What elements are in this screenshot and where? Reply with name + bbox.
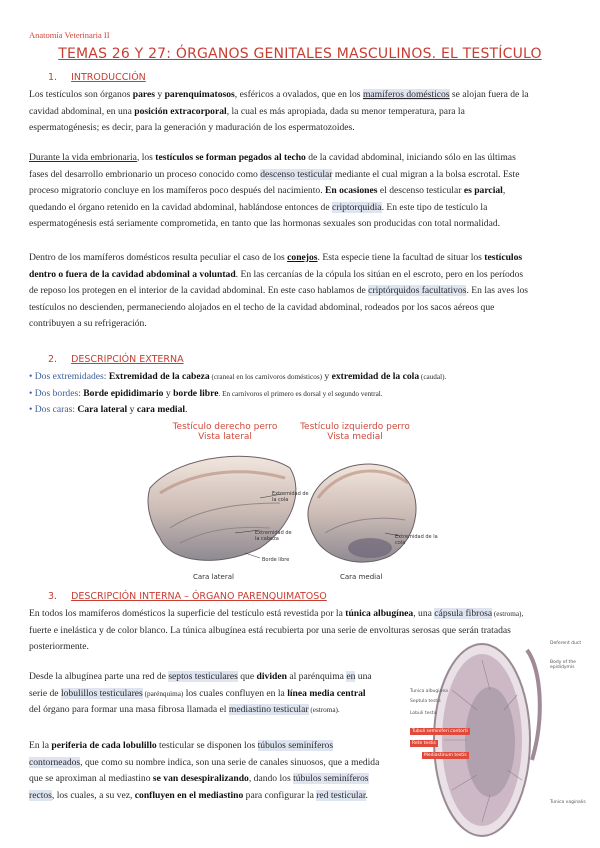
section-heading-external (48, 354, 184, 365)
internal-paragraph-1: En todos los mamíferos domésticos la superficie del testículo está revestida por la túnica albugínea, una cápsula fibrosa (estroma), fuerte e inelástica y de color blanco. La túnica albugínea está recubierta por una serie de envolturas serosas que serán tratadas posteriormente. (29, 608, 524, 653)
testis-illustration (140, 448, 450, 573)
bullet-extremities: • Dos extremidades: Extremidad de la cabeza (craneal en los carnívoros domésticos) y extremidad de la cola (caudal). (29, 371, 447, 382)
internal-paragraph-3: En la periferia de cada lobulillo testicular se disponen los túbulos seminíferos contorneados, que como su nombre indica, son una serie de canales sinuosos, que a medida que se aproximan al mediastino se van desespiralizando, dando los túbulos seminíferos rectos, los cuales, a su vez, confluyen en el mediastino para configurar la red testicular. (29, 740, 380, 801)
diagram-label-epididymis: Body of the epididymis (550, 660, 576, 670)
diagram-label-vaginalis: Tunica vaginalis (550, 800, 586, 805)
section-label: DESCRIPCIÓN INTERNA – ÓRGANO PARENQUIMATOSO (71, 591, 327, 602)
label-left-3: Borde libre (262, 557, 290, 563)
diagram-label-lobuli: Lobuli testis (410, 711, 438, 716)
label-right-1: Extremidad de la cola (395, 534, 438, 546)
external-bullets (29, 369, 577, 419)
diagram-label-mediastinum: Mediastinum testis (424, 753, 467, 758)
intro-paragraph-3: Dentro de los mamíferos domésticos resulta peculiar el caso de los conejos. Esta especie tiene la facultad de situar los testículos dentro o fuera de la cavidad abdominal a voluntad. En las cercanías de la cópula los sitúan en el escroto, pero en los períodos de reposo los protegen en el interior de la cavidad abdominal. En este caso hablamos de criptórquidos facultativos. En las aves los testículos no descienden, permaneciendo alojados en el techo de la cavidad abdominal, rodeados por los sacos aéreos que contribuyen a su refrigeración. (29, 252, 529, 330)
diagram-label-contorti: Tubuli seminiferi contorti (412, 729, 468, 734)
figure-left-title: Testículo derecho perro Vista lateral (172, 422, 278, 442)
bullet-borders: • Dos bordes: Borde epididimario y borde libre. En carnívoros el primero es dorsal y el segundo ventral. (29, 387, 383, 399)
diagram-label-deferent: Deferent duct (550, 641, 582, 646)
intro-paragraph-2: Durante la vida embrionaria, los testículos se forman pegados al techo de la cavidad abdominal, iniciando sólo en las últimas fases del desarrollo embrionario un proceso conocido como descenso testicular mediante el cual migran a la bolsa escrotal. Este proceso migratorio concluye en los mamíferos poco después del nacimiento. En ocasiones el descenso testicular es parcial, quedando el órgano retenido en la cavidad abdominal, hablándose entonces de criptorquidia. En este tipo de testículo la espermatogénesis está seriamente comprometida, en tanto que las hormonas sexuales son producidas con total normalidad. (29, 152, 520, 230)
section-heading-intro (48, 72, 146, 83)
bullet-faces: • Dos caras: Cara lateral y cara medial. (29, 404, 188, 416)
diagram-label-septula: Septula testis (410, 699, 441, 704)
diagram-label-albuginea: Tunica albuginea (410, 689, 448, 694)
section-label: DESCRIPCIÓN EXTERNA (71, 354, 184, 365)
section-heading-internal (48, 591, 327, 602)
section-number: 3. (48, 591, 58, 602)
label-left-2: Extremidad de la cabeza (255, 530, 292, 542)
label-left-1: Extremidad de la cola (272, 491, 309, 503)
caption-medial: Cara medial (340, 573, 383, 581)
internal-paragraph-2: Desde la albugínea parte una red de septos testiculares que dividen al parénquima en una serie de lobulillos testiculares (parénquima) los cuales confluyen en la línea media central del órgano para formar una masa fibrosa llamada el mediastino testicular (estroma). (29, 671, 372, 716)
intro-paragraph-1: Los testículos son órganos pares y parenquimatosos, esféricos a ovalados, que en los mamíferos domésticos se alojan fuera de la cavidad abdominal, en una posición extracorporal, la cual es más apropiada, dada su menor temperatura, para la espermatogénesis; es decir, para la generación y maduración de los espermatozoides. (29, 89, 529, 134)
section-label: INTRODUCCIÓN (71, 72, 146, 83)
diagram-label-rete: Rete testis (412, 741, 436, 746)
section-number: 2. (48, 354, 58, 365)
figure-right-title: Testículo izquierdo perro Vista medial (300, 422, 410, 442)
page-title: TEMAS 26 Y 27: ÓRGANOS GENITALES MASCULINOS. EL TESTÍCULO (58, 46, 542, 62)
caption-lateral: Cara lateral (193, 573, 234, 581)
testis-section-diagram (412, 640, 592, 840)
course-header: Anatomía Veterinaria II (29, 30, 110, 40)
section-number: 1. (48, 72, 58, 83)
